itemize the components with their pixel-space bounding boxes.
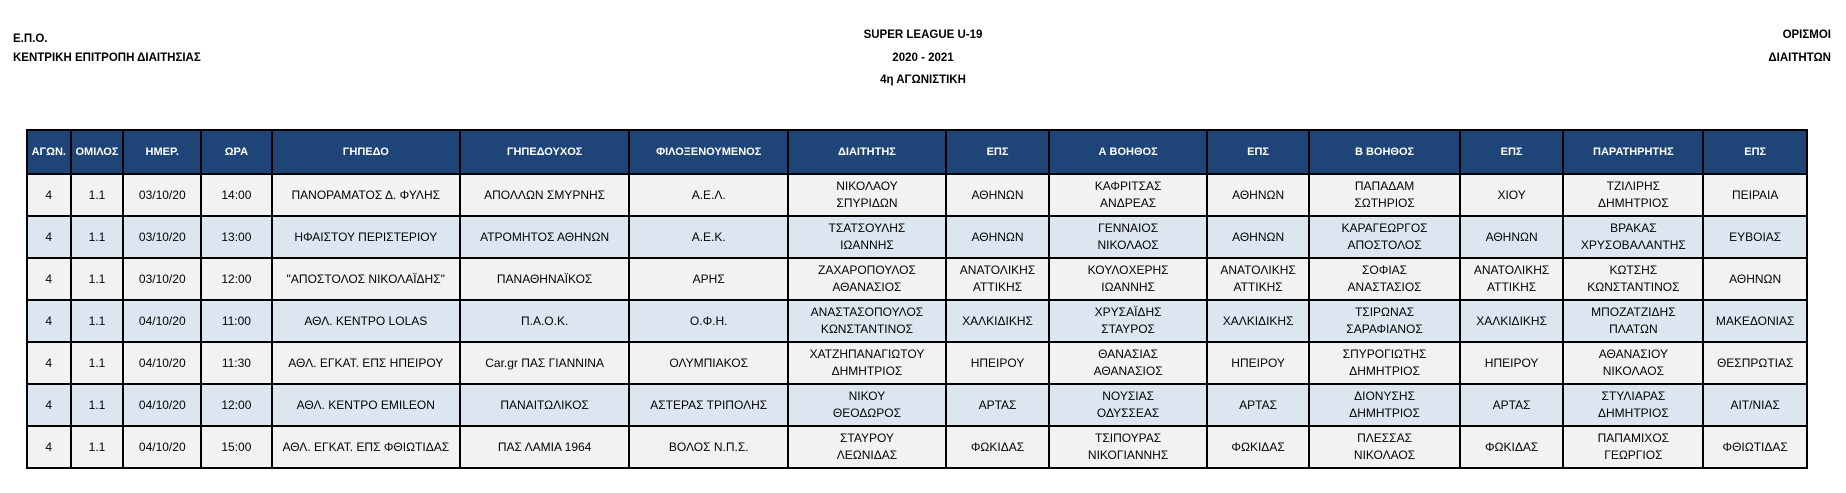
table-cell: ΑΘΗΝΩΝ [1703,258,1807,300]
cell-line: ΚΩΝΣΤΑΝΤΙΝΟΣ [820,322,914,336]
table-cell [1309,342,1460,384]
table-cell: Ο.Φ.Η. [629,300,788,342]
cell-line: ΚΩΤΣΗΣ [1609,263,1658,277]
table-cell [1563,426,1703,468]
table-cell: ΦΩΚΙΔΑΣ [946,426,1050,468]
table-cell: 11:30 [201,342,272,384]
league-title: SUPER LEAGUE U-19 [863,29,983,41]
table-cell: ΧΙΟΥ [1460,174,1564,216]
table-cell [1207,258,1309,300]
table-cell: 14:00 [201,174,272,216]
table-cell: 03/10/20 [123,216,201,258]
column-header: ΕΠΣ [1703,130,1807,174]
cell-line: ΣΤΥΛΙΑΡΑΣ [1601,389,1666,403]
column-header: ΑΓΩΝ. [27,130,71,174]
cell-line: ΧΡΥΣΟΒΑΛΑΝΤΗΣ [1580,238,1686,252]
table-cell: 4 [27,426,71,468]
cell-line: ΘΕΟΔΩΡΟΣ [832,406,902,420]
table-cell [1049,258,1207,300]
table-cell [788,174,946,216]
cell-line: ΑΤΤΙΚΗΣ [1487,280,1537,294]
cell-line: ΤΖΙΛΙΡΗΣ [1606,179,1661,193]
table-cell: ΒΟΛΟΣ Ν.Π.Σ. [629,426,788,468]
column-header: ΩΡΑ [201,130,272,174]
table-cell [1049,384,1207,426]
table-cell: ΠΑΣ ΛΑΜΙΑ 1964 [460,426,629,468]
cell-line: ΖΑΧΑΡΟΠΟΥΛΟΣ [817,263,916,277]
table-cell [788,258,946,300]
table-cell [788,216,946,258]
table-row [27,174,1807,216]
table-cell: ΑΘΛ. ΚΕΝΤΡΟ LOLAS [272,300,460,342]
cell-line: ΣΩΤΗΡΙΟΣ [1354,196,1415,210]
cell-line: ΑΝΑΤΟΛΙΚΗΣ [1473,263,1550,277]
cell-line: ΒΡΑΚΑΣ [1610,221,1657,235]
cell-line: ΔΗΜΗΤΡΙΟΣ [1597,406,1669,420]
table-cell: 1.1 [71,174,124,216]
cell-line: ΔΗΜΗΤΡΙΟΣ [1597,196,1669,210]
cell-line: ΛΕΩΝΙΔΑΣ [836,448,898,462]
table-cell: ΠΑΝΑΘΗΝΑΪΚΟΣ [460,258,629,300]
cell-line: ΝΙΚΟΓΙΑΝΝΗΣ [1087,448,1169,462]
table-cell: ΑΙΤ/ΝΙΑΣ [1703,384,1807,426]
table-cell: 04/10/20 [123,384,201,426]
cell-line: ΝΙΚΟΥ [848,389,886,403]
table-cell [1309,384,1460,426]
table-cell: ΦΘΙΩΤΙΔΑΣ [1703,426,1807,468]
table-row [27,258,1807,300]
column-header: ΟΜΙΛΟΣ [71,130,124,174]
cell-line: ΑΠΟΣΤΟΛΟΣ [1347,238,1422,252]
referee-assignments-table [26,129,1808,469]
table-cell: 04/10/20 [123,300,201,342]
cell-line: ΣΟΦΙΑΣ [1362,263,1408,277]
table-row [27,300,1807,342]
column-header: ΔΙΑΙΤΗΤΗΣ [788,130,946,174]
cell-line: ΑΤΤΙΚΗΣ [972,280,1023,294]
table-cell: 03/10/20 [123,174,201,216]
table-body [27,174,1807,468]
table-cell [1563,300,1703,342]
table-cell: 1.1 [71,300,124,342]
table-cell: 4 [27,342,71,384]
table-cell: ΑΣΤΕΡΑΣ ΤΡΙΠΟΛΗΣ [629,384,788,426]
cell-line: ΣΑΡΑΦΙΑΝΟΣ [1346,322,1423,336]
cell-line: ΙΩΑΝΝΗΣ [840,238,894,252]
doc-title-line2: ΔΙΑΙΤΗΤΩΝ [1768,52,1831,64]
table-cell [1460,258,1564,300]
cell-line: ΤΣΙΡΩΝΑΣ [1354,305,1415,319]
table-row [27,426,1807,468]
column-header: ΓΗΠΕΔΟΥΧΟΣ [460,130,629,174]
table-cell [1309,300,1460,342]
table-cell: 1.1 [71,426,124,468]
table-cell: ΑΤΡΟΜΗΤΟΣ ΑΘΗΝΩΝ [460,216,629,258]
table-cell: Α.Ε.Λ. [629,174,788,216]
table-cell [1309,174,1460,216]
table-cell: 1.1 [71,216,124,258]
cell-line: ΑΘΑΝΑΣΙΟΣ [1093,364,1163,378]
table-row [27,384,1807,426]
table-cell: 11:00 [201,300,272,342]
cell-line: ΔΗΜΗΤΡΙΟΣ [1349,364,1420,378]
table-cell: 04/10/20 [123,342,201,384]
table-cell: ΦΩΚΙΔΑΣ [1207,426,1309,468]
table-cell: 1.1 [71,258,124,300]
table-cell: 4 [27,300,71,342]
table-cell [946,258,1050,300]
table-cell: ΑΘΗΝΩΝ [1460,216,1564,258]
table-cell: ΑΡΗΣ [629,258,788,300]
table-cell [788,384,946,426]
table-cell: ΠΑΝΑΙΤΩΛΙΚΟΣ [460,384,629,426]
column-header: ΕΠΣ [946,130,1050,174]
cell-line: ΜΠΟΖΑΤΖΙΔΗΣ [1591,305,1676,319]
cell-line: ΝΙΚΟΛΑΟΣ [1353,448,1416,462]
cell-line: ΣΠΥΡΙΔΩΝ [836,196,898,210]
committee-name: ΚΕΝΤΡΙΚΗ ΕΠΙΤΡΟΠΗ ΔΙΑΙΤΗΣΙΑΣ [13,52,201,64]
table-cell: ΧΑΛΚΙΔΙΚΗΣ [1207,300,1309,342]
cell-line: ΝΟΥΣΙΑΣ [1102,389,1154,403]
table-cell [1563,258,1703,300]
table-cell [1563,384,1703,426]
table-cell: ΑΡΤΑΣ [1460,384,1564,426]
table-cell: Π.Α.Ο.Κ. [460,300,629,342]
cell-line: ΤΣΙΠΟΥΡΑΣ [1094,431,1162,445]
table-cell [788,426,946,468]
table-cell: ΑΡΤΑΣ [1207,384,1309,426]
cell-line: ΠΑΠΑΜΙΧΟΣ [1597,431,1670,445]
cell-line: ΠΛΑΤΩΝ [1609,322,1658,336]
cell-line: ΧΡΥΣΑΪΔΗΣ [1094,305,1162,319]
table-cell: ΑΘΛ. ΕΓΚΑΤ. ΕΠΣ ΦΘΙΩΤΙΔΑΣ [272,426,460,468]
cell-line: ΧΑΤΖΗΠΑΝΑΓΙΩΤΟΥ [809,347,925,361]
table-cell [1049,174,1207,216]
table-cell [1309,258,1460,300]
cell-line: ΚΑΡΑΓΕΩΡΓΟΣ [1341,221,1428,235]
table-cell: ΜΑΚΕΔΟΝΙΑΣ [1703,300,1807,342]
cell-line: ΣΤΑΥΡΟΥ [839,431,894,445]
table-cell: 12:00 [201,384,272,426]
column-header: ΠΑΡΑΤΗΡΗΤΗΣ [1563,130,1703,174]
cell-line: ΑΝΑΤΟΛΙΚΗΣ [959,263,1036,277]
cell-line: ΑΘΑΝΑΣΙΟΣ [832,280,902,294]
cell-line: ΚΑΦΡΙΤΣΑΣ [1094,179,1162,193]
table-cell: ΟΛΥΜΠΙΑΚΟΣ [629,342,788,384]
table-cell: ΗΠΕΙΡΟΥ [946,342,1050,384]
cell-line: ΔΙΟΝΥΣΗΣ [1354,389,1415,403]
table-cell [1049,426,1207,468]
table-cell: ΑΘΗΝΩΝ [946,216,1050,258]
column-header: ΓΗΠΕΔΟ [272,130,460,174]
table-cell: 13:00 [201,216,272,258]
table-cell: Α.Ε.Κ. [629,216,788,258]
cell-line: ΚΟΥΛΟΧΕΡΗΣ [1087,263,1169,277]
table-cell [788,342,946,384]
cell-line: ΑΘΑΝΑΣΙΟΥ [1598,347,1668,361]
cell-line: ΔΗΜΗΤΡΙΟΣ [831,364,903,378]
cell-line: ΑΝΑΤΟΛΙΚΗΣ [1220,263,1296,277]
table-cell: 03/10/20 [123,258,201,300]
table-cell [1563,174,1703,216]
table-cell: 4 [27,174,71,216]
table-cell: ΕΥΒΟΙΑΣ [1703,216,1807,258]
table-cell: 4 [27,258,71,300]
table-cell: 04/10/20 [123,426,201,468]
table-cell [788,300,946,342]
column-header: ΦΙΛΟΞΕΝΟΥΜΕΝΟΣ [629,130,788,174]
cell-line: ΝΙΚΟΛΑΟΣ [1602,364,1664,378]
table-cell [1309,426,1460,468]
cell-line: ΚΩΝΣΤΑΝΤΙΝΟΣ [1587,280,1680,294]
table-cell: ΑΡΤΑΣ [946,384,1050,426]
table-cell: ΧΑΛΚΙΔΙΚΗΣ [1460,300,1564,342]
table-cell: ΗΠΕΙΡΟΥ [1207,342,1309,384]
matchday: 4η ΑΓΩΝΙΣΤΙΚΗ [880,74,966,86]
table-cell: ΧΑΛΚΙΔΙΚΗΣ [946,300,1050,342]
cell-line: ΤΣΑΤΣΟΥΛΗΣ [828,221,906,235]
cell-line: ΑΝΑΣΤΑΣΟΠΟΥΛΟΣ [810,305,924,319]
cell-line: ΑΝΑΣΤΑΣΙΟΣ [1347,280,1422,294]
cell-line: ΙΩΑΝΝΗΣ [1101,280,1155,294]
cell-line: ΟΔΥΣΣΕΑΣ [1096,406,1160,420]
table-cell: 1.1 [71,342,124,384]
table-cell: 1.1 [71,384,124,426]
column-header: ΗΜΕΡ. [123,130,201,174]
table-row [27,342,1807,384]
table-cell: ΠΕΙΡΑΙΑ [1703,174,1807,216]
table-cell: ΦΩΚΙΔΑΣ [1460,426,1564,468]
cell-line: ΝΙΚΟΛΑΟΥ [836,179,898,193]
federation-name: Ε.Π.Ο. [13,33,48,45]
table-cell [1309,216,1460,258]
table-cell: ΑΘΛ. ΚΕΝΤΡΟ EMILEON [272,384,460,426]
table-cell: ΘΕΣΠΡΩΤΙΑΣ [1703,342,1807,384]
table-cell: Car.gr ΠΑΣ ΓΙΑΝΝΙΝΑ [460,342,629,384]
column-header: Α ΒΟΗΘΟΣ [1049,130,1207,174]
table-cell: ΑΘΗΝΩΝ [1207,216,1309,258]
table-cell [1049,216,1207,258]
table-cell [1049,300,1207,342]
table-cell [1049,342,1207,384]
column-header: ΕΠΣ [1460,130,1564,174]
table-cell: 4 [27,216,71,258]
cell-line: ΑΤΤΙΚΗΣ [1233,280,1283,294]
table-cell: ΗΦΑΙΣΤΟΥ ΠΕΡΙΣΤΕΡΙΟΥ [272,216,460,258]
doc-title-line1: ΟΡΙΣΜΟΙ [1782,29,1831,41]
table-cell: 12:00 [201,258,272,300]
cell-line: ΘΑΝΑΣΙΑΣ [1098,347,1159,361]
cell-line: ΝΙΚΟΛΑΟΣ [1097,238,1159,252]
table-cell: ΑΘΛ. ΕΓΚΑΤ. ΕΠΣ ΗΠΕΙΡΟΥ [272,342,460,384]
cell-line: ΓΕΩΡΓΙΟΣ [1604,448,1663,462]
cell-line: ΣΠΥΡΟΓΙΩΤΗΣ [1342,347,1427,361]
table-cell: ΑΘΗΝΩΝ [1207,174,1309,216]
table-cell: 4 [27,384,71,426]
column-header: Β ΒΟΗΘΟΣ [1309,130,1460,174]
table-cell: 15:00 [201,426,272,468]
table-cell: ΑΠΟΛΛΩΝ ΣΜΥΡΝΗΣ [460,174,629,216]
cell-line: ΠΛΕΣΣΑΣ [1357,431,1413,445]
cell-line: ΓΕΝΝΑΙΟΣ [1098,221,1159,235]
cell-line: ΠΑΠΑΔΑΜ [1354,179,1415,193]
table-cell: ΗΠΕΙΡΟΥ [1460,342,1564,384]
cell-line: ΑΝΔΡΕΑΣ [1100,196,1157,210]
table-row [27,216,1807,258]
table-cell [1563,216,1703,258]
cell-line: ΣΤΑΥΡΟΣ [1101,322,1155,336]
column-header: ΕΠΣ [1207,130,1309,174]
table-cell [1563,342,1703,384]
table-cell: ΑΘΗΝΩΝ [946,174,1050,216]
season: 2020 - 2021 [892,52,954,64]
table-cell: "ΑΠΟΣΤΟΛΟΣ ΝΙΚΟΛΑΪΔΗΣ" [272,258,460,300]
cell-line: ΔΗΜΗΤΡΙΟΣ [1349,406,1420,420]
table-header-row [27,130,1807,174]
table-cell: ΠΑΝΟΡΑΜΑΤΟΣ Δ. ΦΥΛΗΣ [272,174,460,216]
